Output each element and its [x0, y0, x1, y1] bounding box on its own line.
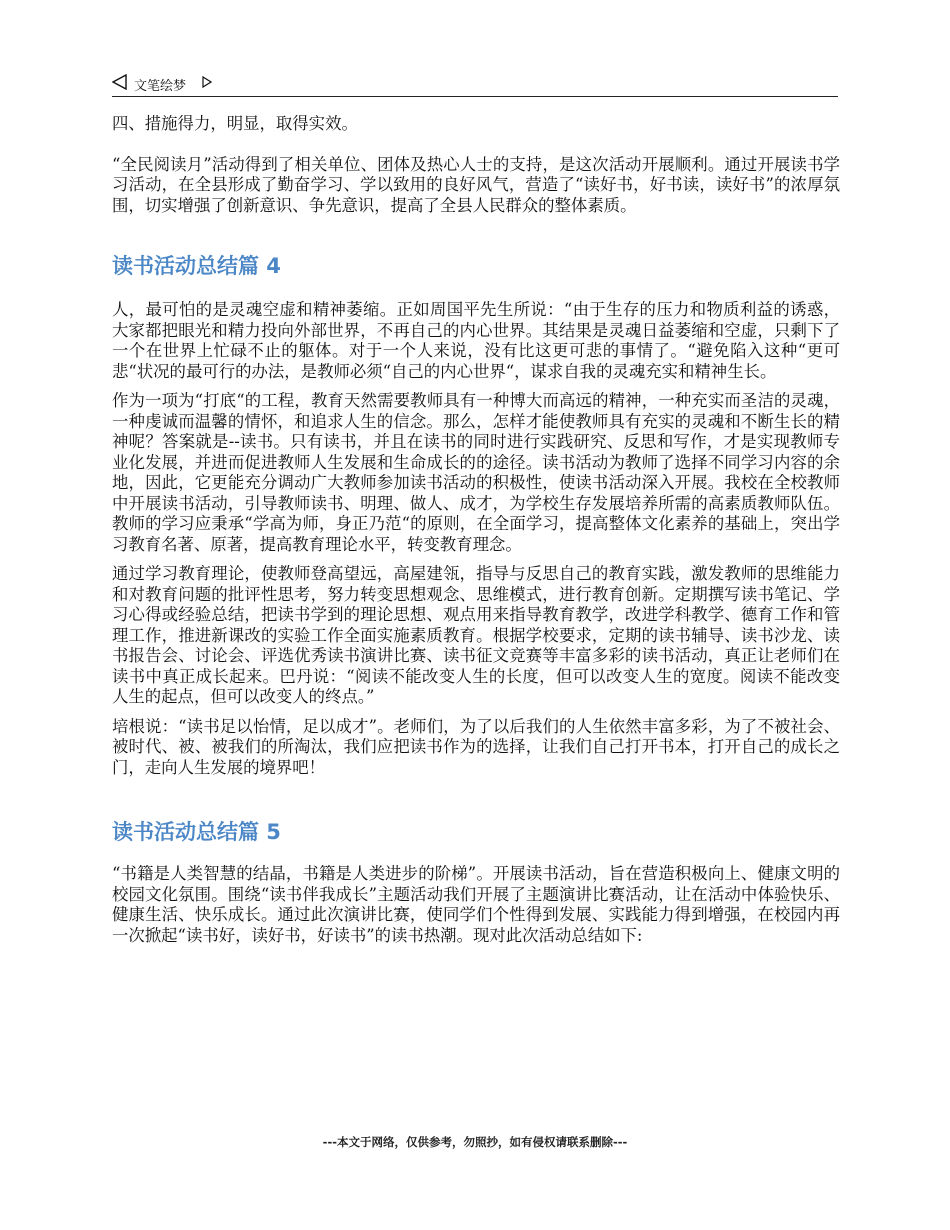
- header-brand: 文笔绘梦: [134, 79, 187, 94]
- right-triangle-icon: [202, 76, 212, 88]
- document-body: [112, 114, 840, 955]
- page-footer: ---本文于网络，仅供参考，勿照抄，如有侵权请联系删除---: [322, 1135, 628, 1149]
- paragraph: “书籍是人类智慧的结晶，书籍是人类进步的阶梯”。开展读书活动，旨在营造积极向上、健康文明的校园文化氛围。围绕“读书伴我成长”主题活动我们开展了主题演讲比赛活动，让在活动中体验快乐、健康生活、快乐成长。通过此次演讲比赛，使同学们个性得到发展、实践能力得到增强，在校园内再一次掀起“读书好，读好书，好读书”的读书热潮。现对此次活动总结如下:: [112, 864, 840, 945]
- paragraph: 通过学习教育理论，使教师登高望远，高屋建瓴，指导与反思自己的教育实践，激发教师的思维能力和对教育问题的批评性思考，努力转变思想观念、思维模式，进行教育创新。定期撰写读书笔记、学习心得或经验总结，把读书学到的理论思想、观点用来指导教育教学，改进学科教学、德育工作和管理工作，推进新课改的实验工作全面实施素质教育。根据学校要求，定期的读书辅导、读书沙龙、读书报告会、讨论会、评选优秀读书演讲比赛、读书征文竞赛等丰富多彩的读书活动，真正让老师们在读书中真正成长起来。巴丹说：“阅读不能改变人生的长度，但可以改变人生的宽度。阅读不能改变人生的起点，但可以改变人的终点。”: [112, 564, 840, 706]
- page-header: [112, 72, 838, 97]
- paragraph: “全民阅读月”活动得到了相关单位、团体及热心人士的支持，是这次活动开展顺利。通过开展读书学习活动，在全县形成了勤奋学习、学以致用的良好风气，营造了“读好书，好书读，读好书”的浓厚氛围，切实增强了创新意识、争先意识，提高了全县人民群众的整体素质。: [112, 154, 840, 215]
- paragraph: 人，最可怕的是灵魂空虚和精神萎缩。正如周国平先生所说：“由于生存的压力和物质利益的诱惑，大家都把眼光和精力投向外部世界，不再自己的内心世界。其结果是灵魂日益萎缩和空虚，只剩下了一个在世界上忙碌不止的躯体。对于一个人来说，没有比这更可悲的事情了。“避免陷入这种“更可悲“状况的最可行的办法，是教师必须“自己的内心世界“，谋求自我的灵魂充实和精神生长。: [112, 300, 840, 381]
- section-heading: 读书活动总结篇 5: [112, 820, 281, 844]
- paragraph: 作为一项为“打底“的工程，教育天然需要教师具有一种博大而高远的精神，一种充实而圣洁的灵魂，一种虔诚而温馨的情怀，和追求人生的信念。那么，怎样才能使教师具有充实的灵魂和不断生长的精神呢？答案就是--读书。只有读书，并且在读书的同时进行实践研究、反思和写作，才是实现教师专业化发展，并进而促进教师人生发展和生命成长的的途径。读书活动为教师了选择不同学习内容的余地，因此，它更能充分调动广大教师参加读书活动的积极性，使读书活动深入开展。我校在全校教师中开展读书活动，引导教师读书、明理、做人、成才，为学校生存发展培养所需的高素质教师队伍。教师的学习应秉承“学高为师，身正乃范“的原则，在全面学习，提高整体文化素养的基础上，突出学习教育名著、原著，提高教育理论水平，转变教育理念。: [112, 391, 840, 554]
- paragraph: 四、措施得力，明显，取得实效。: [112, 114, 358, 133]
- section-heading: 读书活动总结篇 4: [112, 254, 281, 278]
- left-triangle-icon: [112, 74, 128, 90]
- paragraph: 培根说：“读书足以怡情，足以成才”。老师们，为了以后我们的人生依然丰富多彩，为了不被社会、被时代、被、被我们的所淘汰，我们应把读书作为的选择，让我们自己打开书本，打开自己的成长之门，走向人生发展的境界吧！: [112, 716, 840, 777]
